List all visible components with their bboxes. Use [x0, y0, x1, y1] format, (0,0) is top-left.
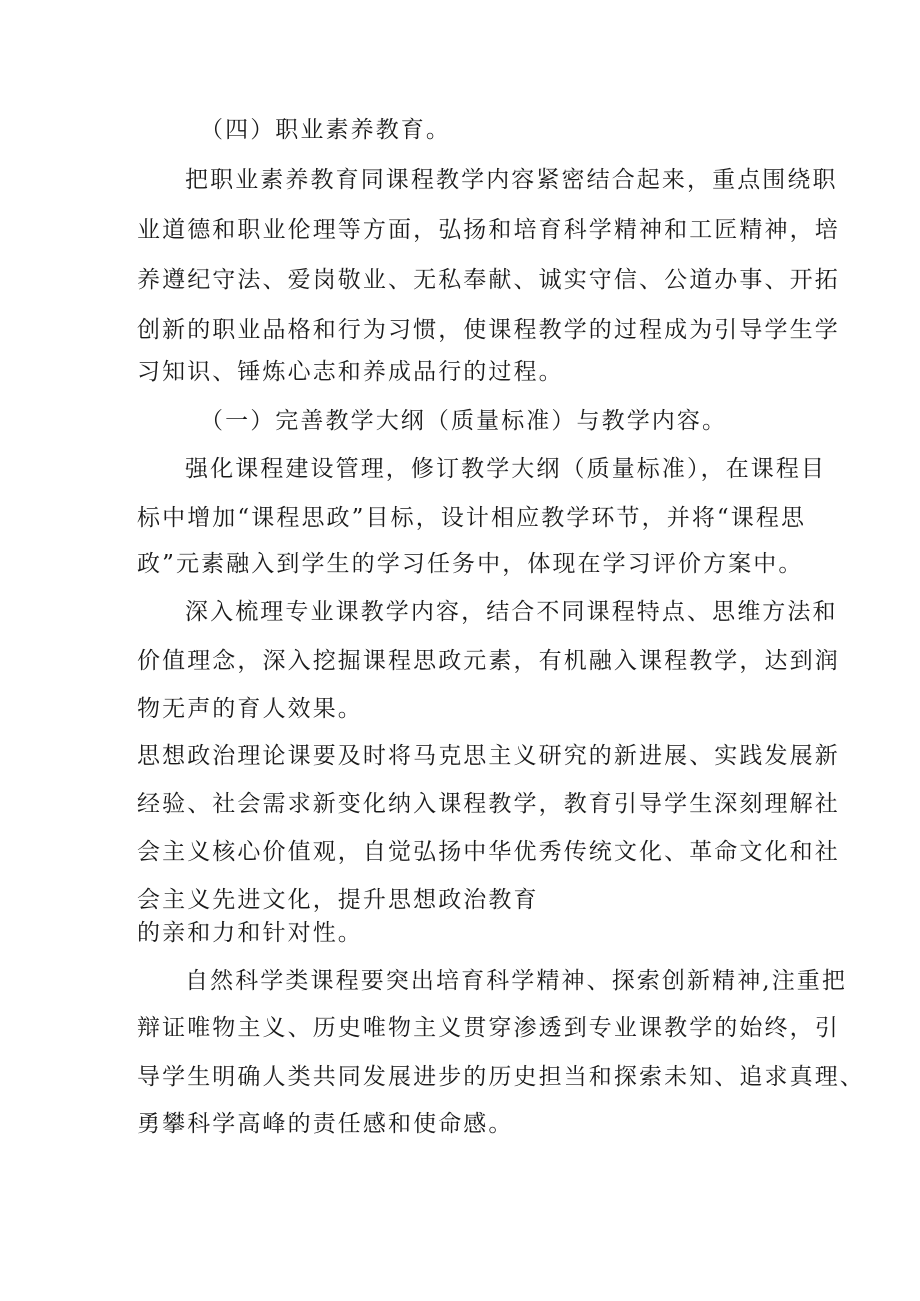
paragraph-line: 自然科学类课程要突出培育科学精神、探索创新精神,注重把: [185, 968, 848, 994]
paragraph-line: 深入梳理专业课教学内容，结合不同课程特点、思维方法和: [185, 599, 838, 625]
section-heading-1: （一）完善教学大纲（质量标准）与教学内容。: [200, 408, 728, 434]
paragraph-line: 思想政治理论课要及时将马克思主义研究的新进展、实践发展新: [137, 743, 840, 769]
paragraph-line: 勇攀科学高峰的责任感和使命感。: [137, 1111, 514, 1137]
paragraph-line: 导学生明确人类共同发展进步的历史担当和探索未知、追求真理、: [137, 1064, 865, 1090]
paragraph-line: 习知识、锤炼心志和养成品行的过程。: [137, 359, 564, 385]
paragraph-line: 会主义先进文化，提升思想政治教育: [137, 887, 539, 913]
paragraph-line: 政”元素融入到学生的学习任务中，体现在学习评价方案中。: [137, 551, 804, 577]
paragraph-line: 业道德和职业伦理等方面，弘扬和培育科学精神和工匠精神，培: [137, 217, 840, 243]
paragraph-line: 辩证唯物主义、历史唯物主义贯穿渗透到专业课教学的始终，引: [137, 1015, 840, 1041]
paragraph-line: 养遵纪守法、爱岗敬业、无私奉献、诚实守信、公道办事、开拓: [137, 267, 840, 293]
paragraph-line: 物无声的育人效果。: [137, 696, 363, 722]
paragraph-line: 强化课程建设管理，修订教学大纲（质量标准），在课程目: [185, 456, 827, 482]
paragraph-line: 把职业素养教育同课程教学内容紧密结合起来，重点围绕职: [185, 167, 838, 193]
paragraph-line: 创新的职业品格和行为习惯，使课程教学的过程成为引导学生学: [137, 317, 840, 343]
paragraph-line: 的亲和力和针对性。: [137, 920, 363, 946]
paragraph-line: 会主义核心价值观，自觉弘扬中华优秀传统文化、革命文化和社: [137, 839, 840, 865]
paragraph-line: 经验、社会需求新变化纳入课程教学，教育引导学生深刻理解社: [137, 791, 840, 817]
paragraph-line: 价值理念，深入挖掘课程思政元素，有机融入课程教学，达到润: [137, 648, 840, 674]
section-heading-4: （四）职业素养教育。: [200, 117, 451, 143]
paragraph-line: 标中增加“课程思政”目标，设计相应教学环节，并将“课程思: [137, 505, 807, 531]
